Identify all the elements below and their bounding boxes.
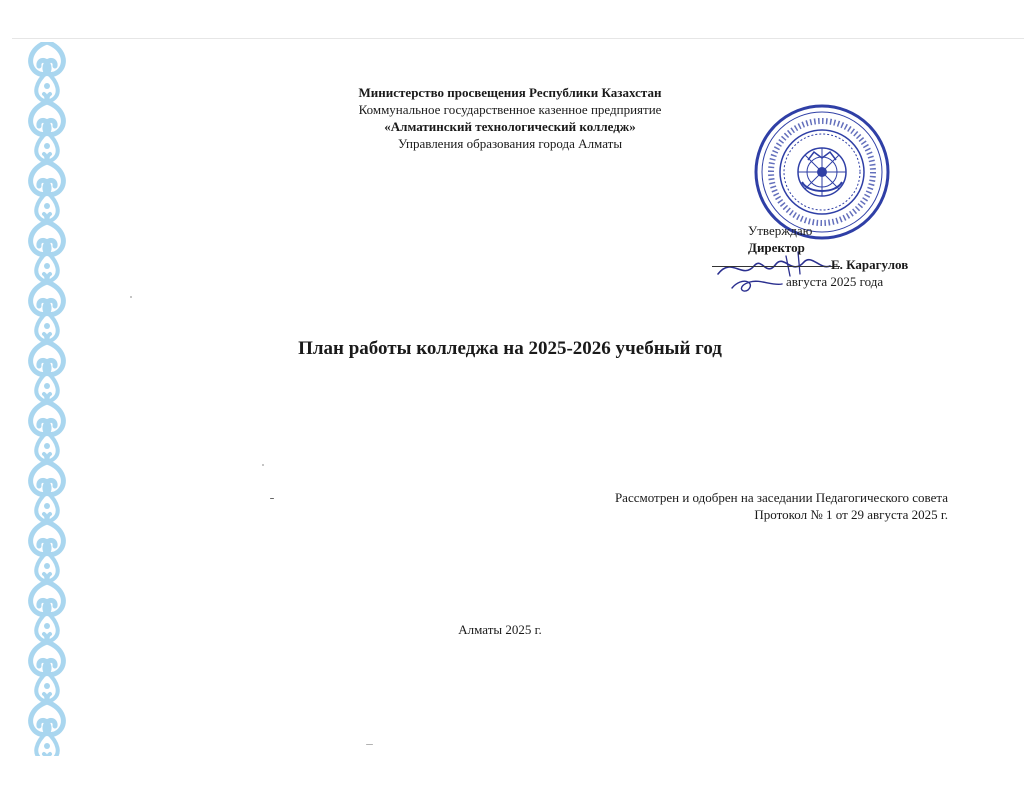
city-year: Алматы 2025 г. xyxy=(458,622,542,637)
signature-line xyxy=(712,266,840,267)
director-name: Е. Карагулов xyxy=(831,257,909,272)
ornament-border xyxy=(22,42,72,756)
ornament-motif xyxy=(31,162,64,221)
scan-speck xyxy=(270,498,274,499)
institution-header xyxy=(300,84,720,152)
college-name: «Алматинский технологический колледж» xyxy=(384,119,636,134)
review-note xyxy=(615,489,948,523)
approval-date: августа 2025 года xyxy=(786,274,884,289)
ornament-motif xyxy=(31,522,64,581)
review-line: Рассмотрен и одобрен на заседании Педагогического совета xyxy=(614,490,948,505)
protocol-line: Протокол № 1 от 29 августа 2025 г. xyxy=(754,507,948,522)
scan-speck xyxy=(366,744,373,745)
scan-speck xyxy=(262,464,264,466)
department-name: Управления образования города Алматы xyxy=(397,136,623,151)
scan-edge-line xyxy=(12,38,1024,39)
document-title: План работы колледжа на 2025-2026 учебный год xyxy=(298,338,722,359)
ornament-motif xyxy=(31,702,64,756)
scan-speck xyxy=(130,296,132,298)
ministry-name: Министерство просвещения Республики Казахстан xyxy=(358,85,662,100)
approval-block xyxy=(748,222,909,289)
ornament-motif xyxy=(31,462,64,521)
ornament-motif xyxy=(31,402,64,461)
enterprise-type: Коммунальное государственное казенное предприятие xyxy=(358,102,662,117)
ornament-motif xyxy=(31,222,64,281)
official-seal-icon xyxy=(752,102,892,242)
ornament-motif xyxy=(31,582,64,641)
ornament-motif xyxy=(31,102,64,161)
ornament-motif xyxy=(31,282,64,341)
ornament-motif xyxy=(31,42,64,101)
director-title: Директор xyxy=(748,240,805,255)
approval-word: Утверждаю xyxy=(748,223,813,238)
ornament-motif xyxy=(31,342,64,401)
ornament-motif xyxy=(31,642,64,701)
